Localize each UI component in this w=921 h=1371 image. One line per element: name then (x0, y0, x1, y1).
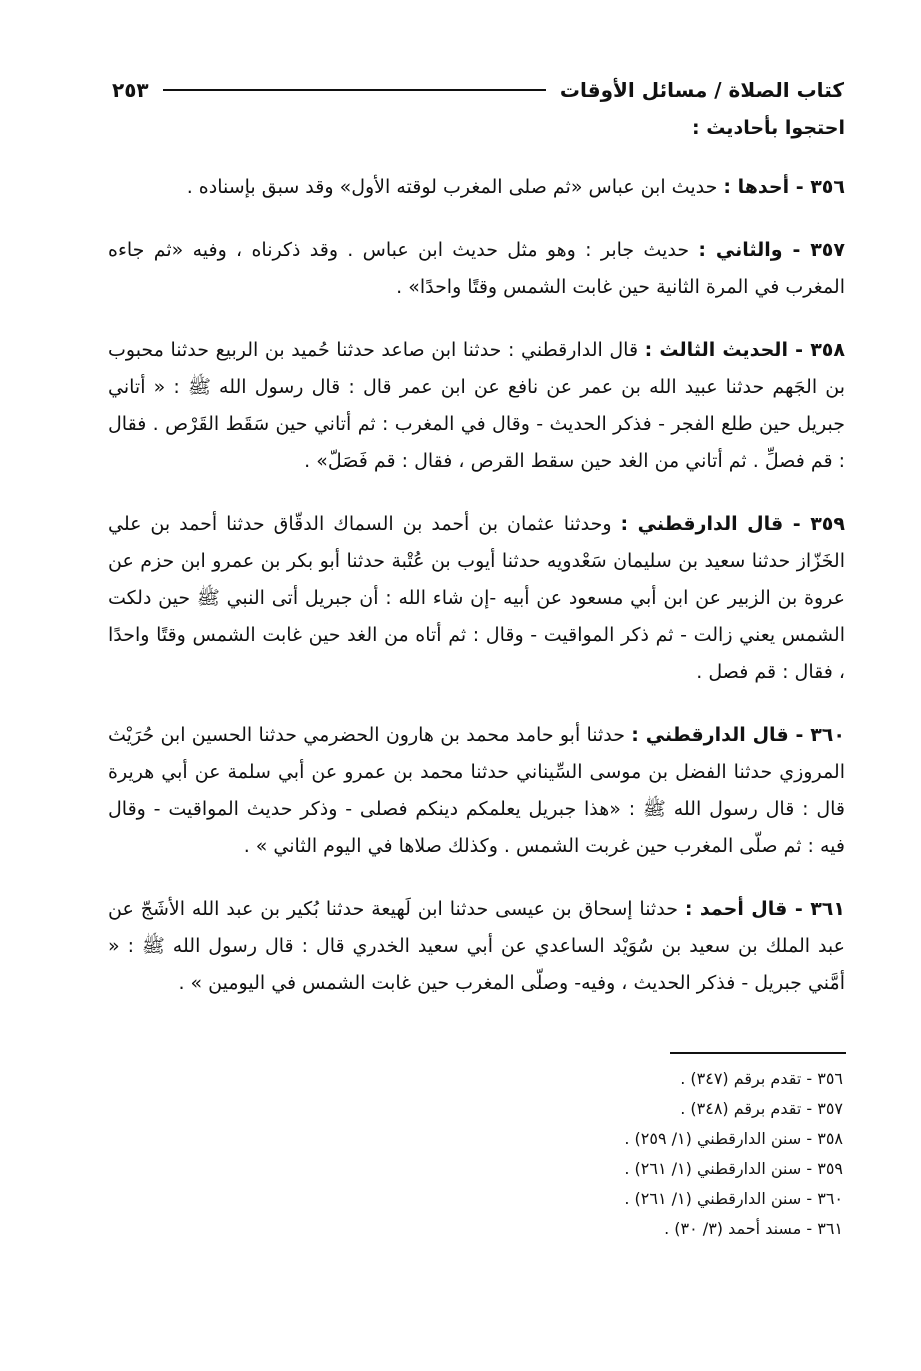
page-number: ٢٥٣ (112, 78, 149, 102)
paragraph-text: قال الدارقطني : حدثنا ابن صاعد حدثنا حُميد بن الربيع حدثنا محبوب بن الجَهم حدثنا عبيد الله بن عمر عن نافع عن ابن عمر قال : قال رسول الله ﷺ : « أتاني جبريل حين طلع الفجر - فذكر الحديث - وقال في المغرب : ثم أتاني حين سَقَط القَرْص . فقال : قم فصلِّ . ثم أتاني من الغد حين سقط القرص ، فقال : قم فَصَلّ» . (108, 339, 845, 472)
paragraph-358 (108, 332, 845, 480)
header-title: كتاب الصلاة / مسائل الأوقات (559, 78, 844, 102)
footnote-361: ٣٦١ - مسند أحمد (٣/ ٣٠) . (664, 1219, 843, 1238)
paragraph-359 (108, 506, 845, 691)
paragraph-360 (108, 717, 845, 865)
paragraph-text: حديث جابر : وهو مثل حديث ابن عباس . وقد ذكرناه ، وفيه «ثم جاءه المغرب في المرة الثانية حين غابت الشمس وقتًا واحدًا» . (108, 239, 845, 298)
running-header (112, 70, 844, 110)
paragraph-361 (108, 891, 845, 1002)
paragraph-text: حديث ابن عباس «ثم صلى المغرب لوقته الأول» وقد سبق بإسناده . (186, 176, 724, 198)
paragraph-356 (108, 169, 845, 206)
footnote-359: ٣٥٩ - سنن الدارقطني (١/ ٢٦١) . (624, 1159, 843, 1178)
paragraph-lead: ٣٦٠ - قال الدارقطني : (631, 724, 845, 746)
paragraph-lead: ٣٥٧ - والثاني : (698, 239, 845, 261)
main-text (108, 110, 845, 1028)
paragraph-357 (108, 232, 845, 306)
paragraph-lead: ٣٥٨ - الحديث الثالث : (644, 339, 845, 361)
intro-line: احتجوا بأحاديث : (691, 117, 845, 139)
paragraph-lead: ٣٥٩ - قال الدارقطني : (620, 513, 845, 535)
header-rule (163, 89, 546, 91)
footnotes-list (443, 1064, 843, 1244)
footnote-356: ٣٥٦ - تقدم برقم (٣٤٧) . (680, 1069, 843, 1088)
paragraph-lead: ٣٥٦ - أحدها : (723, 176, 845, 198)
paragraph-text: حدثنا إسحاق بن عيسى حدثنا ابن لَهيعة حدثنا بُكير بن عبد الله الأشَجّ عن عبد الملك بن سعيد بن سُوَيْد الساعدي عن أبي سعيد الخدري قال : قال رسول الله ﷺ : « أمَّني جبريل - فذكر الحديث ، وفيه- وصلّى المغرب حين غابت الشمس في اليومين » . (108, 898, 845, 994)
paragraph-text: وحدثنا عثمان بن أحمد بن السماك الدقّاق حدثنا أحمد بن علي الخَزّاز حدثنا سعيد بن سليمان سَعْدويه حدثنا أيوب بن عُتْبة حدثنا أبو بكر بن عمرو ابن حزم عن عروة بن الزبير عن ابن أبي مسعود عن أبيه -إن شاء الله : أن جبريل أتى النبي ﷺ حين دلكت الشمس يعني زالت - ثم ذكر المواقيت - وقال : ثم أتاه من الغد حين غابت الشمس وقتًا واحدًا ، فقال : قم فصل . (108, 513, 845, 683)
paragraph-text: حدثنا أبو حامد محمد بن هارون الحضرمي حدثنا الحسين ابن حُرَيْث المروزي حدثنا الفضل بن موسى السِّيناني حدثنا محمد بن عمرو عن أبي سلمة عن أبي هريرة قال : قال رسول الله ﷺ : «هذا جبريل يعلمكم دينكم فصلى - وذكر حديث المواقيت - وقال فيه : ثم صلّى المغرب حين غربت الشمس . وكذلك صلاها في اليوم الثاني » . (108, 724, 845, 857)
footnote-357: ٣٥٧ - تقدم برقم (٣٤٨) . (680, 1099, 843, 1118)
footnote-360: ٣٦٠ - سنن الدارقطني (١/ ٢٦١) . (624, 1189, 843, 1208)
footnote-separator (670, 1052, 846, 1054)
paragraph-lead: ٣٦١ - قال أحمد : (684, 898, 845, 920)
footnote-358: ٣٥٨ - سنن الدارقطني (١/ ٢٥٩) . (624, 1129, 843, 1148)
